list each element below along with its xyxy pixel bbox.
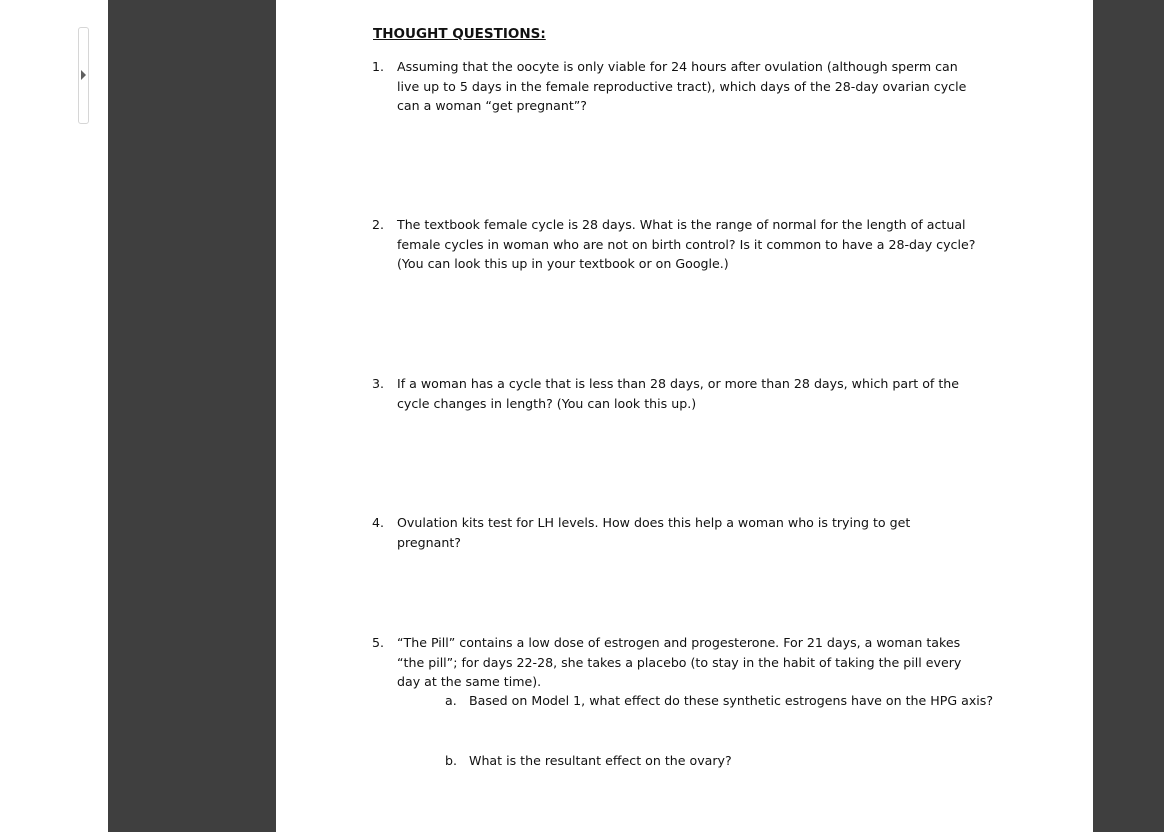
left-panel — [0, 0, 108, 832]
question-3 — [372, 374, 977, 413]
subquestion-letter: b. — [445, 753, 457, 768]
question-1 — [372, 57, 977, 116]
subquestion-text: Based on Model 1, what effect do these synthetic estrogens have on the HPG axis? — [469, 693, 994, 708]
question-5 — [372, 633, 977, 692]
document-page — [276, 0, 1093, 832]
question-text: Assuming that the oocyte is only viable for 24 hours after ovulation (although sperm can live up to 5 days in the female reproductive tract), which days of the 28-day ovarian cycle can a woman “get pregnant”? — [397, 59, 967, 113]
triangle-right-icon — [81, 70, 86, 80]
question-4 — [372, 513, 977, 552]
question-text: The textbook female cycle is 28 days. What is the range of normal for the length of actual female cycles in woman who are not on birth control? Is it common to have a 28-day cycle? (You can look this up in your textbook or on Google.) — [397, 217, 976, 271]
subquestion-text: What is the resultant effect on the ovary? — [469, 753, 732, 768]
side-panel-toggle[interactable] — [78, 27, 89, 124]
question-number: 4. — [372, 515, 385, 530]
subquestion-a — [445, 691, 994, 711]
question-text: “The Pill” contains a low dose of estrogen and progesterone. For 21 days, a woman takes “the pill”; for days 22-28, she takes a placebo (to stay in the habit of taking the pill every day at the same time). — [397, 635, 962, 689]
question-number: 5. — [372, 635, 385, 650]
question-2 — [372, 215, 977, 274]
subquestion-b — [445, 751, 732, 771]
page-heading: THOUGHT QUESTIONS: — [373, 26, 546, 42]
subquestion-letter: a. — [445, 693, 457, 708]
question-number: 1. — [372, 59, 385, 74]
question-number: 3. — [372, 376, 385, 391]
question-number: 2. — [372, 217, 385, 232]
question-text: If a woman has a cycle that is less than 28 days, or more than 28 days, which part of the cycle changes in length? (You can look this up.) — [397, 376, 960, 411]
question-text: Ovulation kits test for LH levels. How does this help a woman who is trying to get pregnant? — [397, 515, 911, 550]
